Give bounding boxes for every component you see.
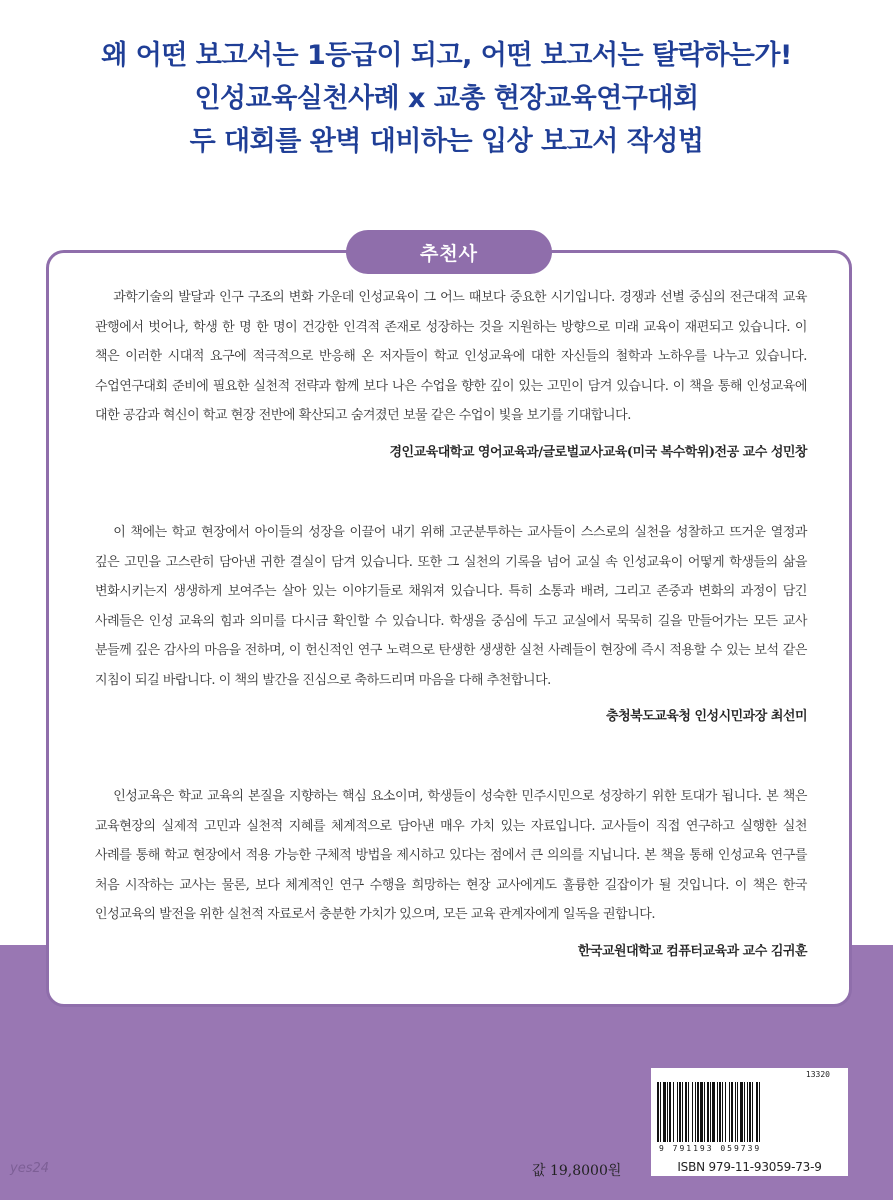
recommendation-text: 과학기술의 발달과 인구 구조의 변화 가운데 인성교육이 그 어느 때보다 중요한 시기입니다. 경쟁과 선별 중심의 전근대적 교육 관행에서 벗어나, 학생 한 명 한 명이 건강한 인격적 존재로 성장하는 것을 지원하는 방향으로 미래 교육이 재편되고 있습니다. 이 책은 이러한 시대적 요구에 적극적으로 반응해 온 저자들이 학교 인성교육에 대한 자신들의 철학과 노하우를 나누고 있습니다. 수업연구대회 준비에 필요한 실천적 전략과 함께 보다 나은 수업을 향한 깊이 있는 고민이 담겨 있습니다. 이 책을 통해 인성교육에 대한 공감과 혁신이 학교 현장 전반에 확산되고 숨겨졌던 보물 같은 수업이 빛을 보기를 기대합니다.: [95, 290, 807, 423]
headline-line-2: 인성교육실천사례 x 교총 현장교육연구대회: [194, 83, 699, 114]
watermark-logo: yes24: [10, 1161, 50, 1176]
recommendation-signature: 한국교원대학교 컴퓨터교육과 교수 김귀훈: [577, 943, 807, 959]
headline-line-3: 두 대회를 완벽 대비하는 입상 보고서 작성법: [189, 126, 704, 157]
recommendation-tab-label: 추천사: [346, 230, 552, 274]
price-label: 값 19,8000원: [532, 1163, 622, 1179]
recommendation-1: [95, 283, 807, 467]
recommendation-text: 인성교육은 학교 교육의 본질을 지향하는 핵심 요소이며, 학생들이 성숙한 민주시민으로 성장하기 위한 토대가 됩니다. 본 책은 교육현장의 실제적 고민과 실천적 지혜를 체계적으로 담아낸 매우 가치 있는 자료입니다. 교사들이 직접 연구하고 실행한 실천 사례를 통해 학교 현장에서 적용 가능한 구체적 방법을 제시하고 있다는 점에서 큰 의의를 지닙니다. 본 책을 통해 인성교육 연구를 처음 시작하는 교사는 물론, 보다 체계적인 연구 수행을 희망하는 현장 교사에게도 훌륭한 길잡이가 될 것입니다. 이 책은 한국 인성교육의 발전을 위한 실천적 자료로서 충분한 가치가 있으며, 모든 교육 관계자에게 일독을 권합니다.: [95, 789, 807, 922]
recommendation-card: [46, 242, 852, 1007]
recommendation-3: [95, 782, 807, 966]
barcode-addon-digits: 13320: [805, 1070, 830, 1079]
headline-line-1: 왜 어떤 보고서는 1등급이 되고, 어떤 보고서는 탈락하는가!: [101, 40, 792, 71]
recommendation-text: 이 책에는 학교 현장에서 아이들의 성장을 이끌어 내기 위해 고군분투하는 교사들이 스스로의 실천을 성찰하고 뜨거운 열정과 깊은 고민을 고스란히 담아낸 귀한 결실이 담겨 있습니다. 또한 그 실천의 기록을 넘어 교실 속 인성교육이 어떻게 학생들의 삶을 변화시키는지 생생하게 보여주는 살아 있는 이야기들로 채워져 있습니다. 특히 소통과 배려, 그리고 존중과 변화의 과정이 담긴 사례들은 인성 교육의 힘과 의미를 다시금 확인할 수 있습니다. 학생을 중심에 두고 교실에서 묵묵히 길을 만들어가는 모든 교사 분들께 깊은 감사의 마음을 전하며, 이 헌신적인 연구 노력으로 탄생한 생생한 실천 사례들이 현장에 즉시 적용할 수 있는 보석 같은 지침이 되길 바랍니다. 이 책의 발간을 진심으로 축하드리며 마음을 다해 추천합니다.: [95, 525, 807, 688]
barcode-bar: [760, 1082, 762, 1142]
barcode-digits: 9 791193 059739: [659, 1144, 762, 1153]
barcode-icon: [657, 1082, 842, 1142]
recommendation-2: [95, 518, 807, 732]
isbn-number: ISBN 979-11-93059-73-9: [677, 1160, 822, 1174]
recommendation-signature: 충청북도교육청 인성시민과장 최선미: [606, 709, 807, 724]
recommendation-signature: 경인교육대학교 영어교육과/글로벌교사교육(미국 복수학위)전공 교수 성민창: [389, 444, 807, 460]
cover-headline: [0, 34, 893, 163]
